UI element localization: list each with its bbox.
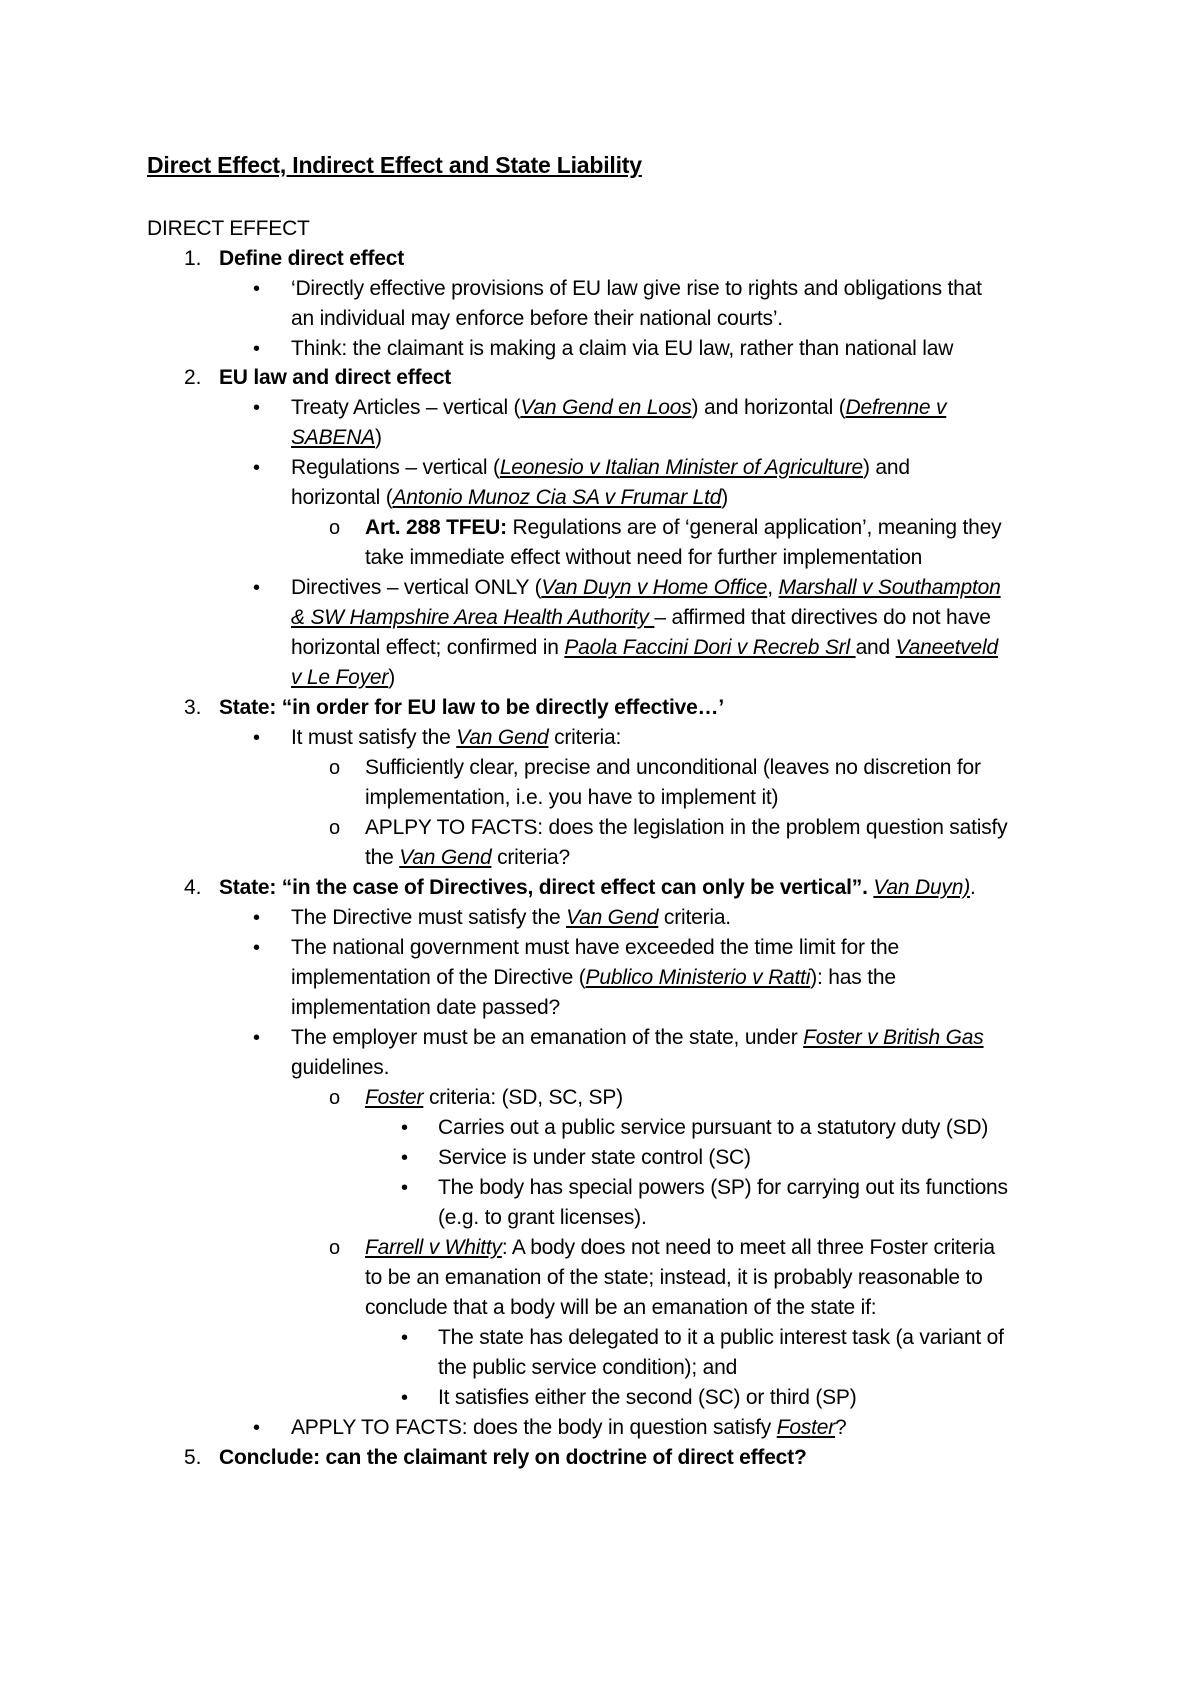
- bullet-marker: [253, 724, 260, 752]
- item-number: 4.: [184, 876, 202, 899]
- sub-sub-bullet-text: (e.g. to grant licenses).: [438, 1206, 647, 1229]
- case-reference: v Le Foyer: [291, 666, 389, 689]
- case-reference: Van Gend en Loos: [520, 396, 692, 419]
- item-number: 3.: [184, 696, 202, 719]
- case-reference: Leonesio v Italian Minister of Agriculture: [499, 456, 863, 479]
- sub-sub-bullet-text: The state has delegated to it a public interest task (a variant of: [438, 1326, 1004, 1349]
- sub-bullet-text: take immediate effect without need for further implementation: [365, 546, 923, 569]
- bullet-marker: [401, 1384, 408, 1412]
- case-reference: Van Gend: [456, 726, 549, 749]
- sub-bullet-marker: o: [329, 817, 341, 839]
- sub-bullet-text: Foster criteria: (SD, SC, SP): [365, 1086, 623, 1109]
- bullet-text: Regulations – vertical (Leonesio v Italian Minister of Agriculture) and: [291, 456, 910, 479]
- bullet-marker: [253, 904, 260, 932]
- bullet-text: & SW Hampshire Area Health Authority – affirmed that directives do not have: [291, 606, 991, 629]
- bullet-marker: [253, 574, 260, 602]
- item-heading: State: “in order for EU law to be directly effective…’: [219, 696, 724, 719]
- case-reference: Marshall v Southampton: [778, 576, 1001, 599]
- bullet-text: It must satisfy the Van Gend criteria:: [291, 726, 622, 749]
- sub-bullet-marker: o: [329, 1237, 341, 1259]
- case-reference: Defrenne v: [845, 396, 947, 419]
- bullet-marker: [253, 934, 260, 962]
- sub-bullet-text: APLPY TO FACTS: does the legislation in the problem question satisfy: [365, 816, 1008, 839]
- bullet-text: The employer must be an emanation of the state, under Foster v British Gas: [291, 1026, 984, 1049]
- sub-bullet-text: Farrell v Whitty: A body does not need to meet all three Foster criteria: [365, 1236, 995, 1259]
- case-reference: Van Gend: [399, 846, 492, 869]
- bullet-text: ‘Directly effective provisions of EU law give rise to rights and obligations that: [291, 277, 982, 300]
- sub-bullet-text: Art. 288 TFEU: Regulations are of ‘general application’, meaning they: [365, 516, 1002, 539]
- case-reference: Van Gend: [566, 906, 659, 929]
- bullet-text: Directives – vertical ONLY (Van Duyn v Home Office, Marshall v Southampton: [291, 576, 1001, 599]
- case-reference: Publico Ministerio v Ratti: [585, 966, 811, 989]
- sub-bullet-text: the Van Gend criteria?: [365, 846, 570, 869]
- case-reference: Foster: [776, 1416, 836, 1439]
- document-title: Direct Effect, Indirect Effect and State Liability: [147, 152, 642, 178]
- sub-sub-bullet-text: It satisfies either the second (SC) or third (SP): [438, 1386, 857, 1409]
- sub-sub-bullet-text: Service is under state control (SC): [438, 1146, 751, 1169]
- sub-bullet-marker: o: [329, 1087, 341, 1109]
- sub-bullet-marker: o: [329, 757, 341, 779]
- bullet-marker: [253, 454, 260, 482]
- bullet-text: horizontal (Antonio Munoz Cia SA v Frumar Ltd): [291, 486, 729, 509]
- case-reference: & SW Hampshire Area Health Authority: [291, 606, 655, 629]
- bullet-text: SABENA): [291, 426, 382, 449]
- bullet-text: Think: the claimant is making a claim via EU law, rather than national law: [291, 337, 954, 360]
- bullet-text: implementation of the Directive (Publico Ministerio v Ratti): has the: [291, 966, 896, 989]
- case-reference: Farrell v Whitty: [365, 1236, 502, 1259]
- item-heading: State: “in the case of Directives, direct effect can only be vertical”. Van Duyn).: [219, 876, 976, 899]
- bullet-text: v Le Foyer): [291, 666, 396, 689]
- item-heading: Define direct effect: [219, 247, 405, 270]
- sub-sub-bullet-text: Carries out a public service pursuant to a statutory duty (SD): [438, 1116, 989, 1139]
- item-number: 2.: [184, 366, 202, 389]
- case-reference: Foster: [365, 1086, 424, 1109]
- bullet-marker: [253, 1024, 260, 1052]
- item-number: 1.: [184, 247, 202, 270]
- bullet-text: horizontal effect; confirmed in Paola Faccini Dori v Recreb Srl and Vaneetveld: [291, 636, 998, 659]
- bullet-marker: [401, 1114, 408, 1142]
- bullet-marker: [401, 1144, 408, 1172]
- bullet-marker: [253, 275, 260, 303]
- case-reference: Van Duyn): [873, 876, 970, 899]
- case-reference: Van Duyn v Home Office: [541, 576, 768, 599]
- bullet-text: an individual may enforce before their national courts’.: [291, 307, 783, 330]
- bullet-text: APPLY TO FACTS: does the body in question satisfy Foster?: [291, 1416, 847, 1439]
- bullet-text: implementation date passed?: [291, 996, 560, 1019]
- case-reference: SABENA: [291, 426, 375, 449]
- case-reference: Vaneetveld: [895, 636, 998, 659]
- sub-bullet-text: conclude that a body will be an emanation of the state if:: [365, 1296, 877, 1319]
- sub-sub-bullet-text: the public service condition); and: [438, 1356, 738, 1379]
- sub-bullet-text: implementation, i.e. you have to implement it): [365, 786, 779, 809]
- item-heading: EU law and direct effect: [219, 366, 452, 389]
- bullet-text: Treaty Articles – vertical (Van Gend en Loos) and horizontal (Defrenne v: [291, 396, 947, 419]
- bullet-marker: [253, 1414, 260, 1442]
- bullet-text: The Directive must satisfy the Van Gend criteria.: [291, 906, 731, 929]
- case-reference: Paola Faccini Dori v Recreb Srl: [564, 636, 856, 659]
- bullet-text: guidelines.: [291, 1056, 390, 1079]
- sub-bullet-text: Sufficiently clear, precise and unconditional (leaves no discretion for: [365, 756, 981, 779]
- bullet-text: The national government must have exceeded the time limit for the: [291, 936, 899, 959]
- bullet-marker: [253, 394, 260, 422]
- section-heading: DIRECT EFFECT: [147, 217, 310, 240]
- case-reference: Foster v British Gas: [803, 1026, 984, 1049]
- item-number: 5.: [184, 1446, 202, 1469]
- bullet-marker: [253, 335, 260, 363]
- sub-bullet-marker: o: [329, 517, 341, 539]
- sub-sub-bullet-text: The body has special powers (SP) for carrying out its functions: [438, 1176, 1008, 1199]
- case-reference: Antonio Munoz Cia SA v Frumar Ltd: [392, 486, 722, 509]
- sub-bullet-text: to be an emanation of the state; instead, it is probably reasonable to: [365, 1266, 983, 1289]
- item-heading: Conclude: can the claimant rely on doctrine of direct effect?: [219, 1446, 807, 1469]
- bullet-marker: [401, 1174, 408, 1202]
- bullet-marker: [401, 1324, 408, 1352]
